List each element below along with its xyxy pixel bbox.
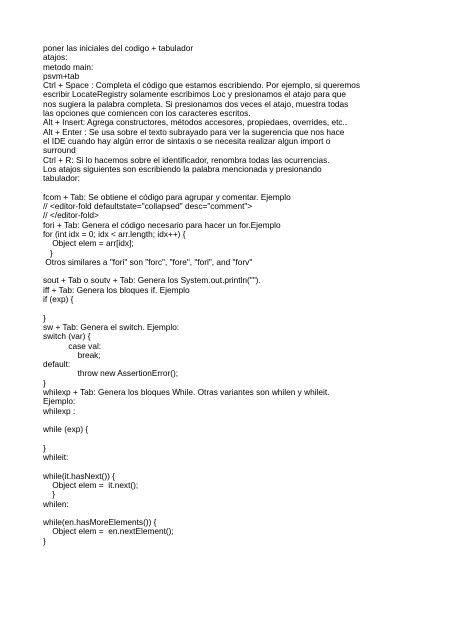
text-line: Ctrl + R: Si lo hacemos sobre el identificador, renombra todas las ocurrencias. — [43, 154, 330, 165]
text-line: fori + Tab: Genera el código necesario para hacer un for.Ejemplo — [43, 219, 281, 230]
code-line: } — [43, 247, 53, 258]
code-line: } — [43, 312, 46, 323]
text-line: surround — [43, 145, 76, 156]
code-line: break; — [43, 349, 101, 360]
text-line: poner las iniciales del codigo + tabulador — [43, 43, 194, 53]
text-line: whilexp + Tab: Genera los bloques While. Otras variantes son whilen y whileit. — [43, 386, 330, 397]
code-line: while(en.hasMoreElements()) { — [43, 517, 157, 528]
text-line: Ejemplo: — [43, 396, 76, 407]
text-line: nos sugiera la palabra completa. Si presionamos dos veces el atajo, muestra todas — [43, 98, 349, 109]
code-line: // </editor-fold> — [43, 210, 99, 221]
blank-line — [43, 416, 433, 425]
code-line: default: — [43, 359, 71, 370]
code-line: throw new AssertionError(); — [43, 368, 179, 379]
text-line: Alt + Insert: Agrega constructores, métodos accesores, propiedaes, overrides, etc.. — [43, 117, 348, 128]
code-line: } — [43, 377, 46, 388]
text-line: atajos: — [43, 52, 68, 63]
text-line: escribir LocateRegistry solamente escribimos Loc y presionamos el atajo para que — [43, 89, 346, 100]
text-line: las opciones que comiencen con los caracteres escritos. — [43, 108, 251, 119]
text-line: sout + Tab o soutv + Tab: Genera los System.out.println(""). — [43, 275, 261, 286]
code-line: while (exp) { — [43, 424, 89, 435]
text-line: Alt + Enter : Se usa sobre el texto subrayado para ver la sugerencia que nos hace — [43, 126, 345, 137]
text-line: iff + Tab: Genera los bloques if. Ejemplo — [43, 284, 190, 295]
text-line: psvm+tab — [43, 70, 80, 81]
code-line: for (int idx = 0; idx < arr.length; idx++) { — [43, 228, 186, 239]
text-line: sw + Tab: Genera el switch. Ejemplo: — [43, 321, 180, 332]
blank-line — [43, 434, 433, 443]
text-line: Ctrl + Space : Completa el código que estamos escribiendo. Por ejemplo, si queremos — [43, 80, 361, 91]
code-line: Object elem = en.nextElement(); — [43, 526, 174, 537]
text-line: metodo main: — [43, 61, 94, 72]
text-line: fcom + Tab: Se obtiene el código para agrupar y comentar. Ejemplo — [43, 191, 291, 202]
text-line: whileit: — [43, 452, 69, 463]
text-line: tabulador: — [43, 173, 80, 184]
text-line: whilexp : — [43, 405, 76, 416]
code-line: switch (var) { — [43, 331, 91, 342]
document-page — [43, 44, 433, 546]
code-line: } — [43, 442, 46, 453]
code-line: Object elem = it.next(); — [43, 479, 139, 490]
text-line: Otros similares a "fori" son "forc", "fore", "forl", and "forv" — [43, 256, 253, 267]
text-line: Los atajos siguientes son escribiendo la palabra mencionada y presionando — [43, 163, 322, 174]
code-line: if (exp) { — [43, 294, 74, 305]
code-line: while(it.hasNext()) { — [43, 470, 115, 481]
code-line: } — [43, 535, 46, 546]
code-line: Object elem = arr[idx]; — [43, 238, 134, 249]
blank-line — [43, 304, 433, 313]
code-line: // <editor-fold defaultstate="collapsed" desc="comment"> — [43, 201, 253, 212]
code-line: case val: — [43, 340, 102, 351]
code-line: } — [43, 489, 55, 500]
text-line: whilen: — [43, 498, 69, 509]
text-line: el IDE cuando hay algún error de sintaxis o se necesita realizar algun import o — [43, 135, 331, 146]
